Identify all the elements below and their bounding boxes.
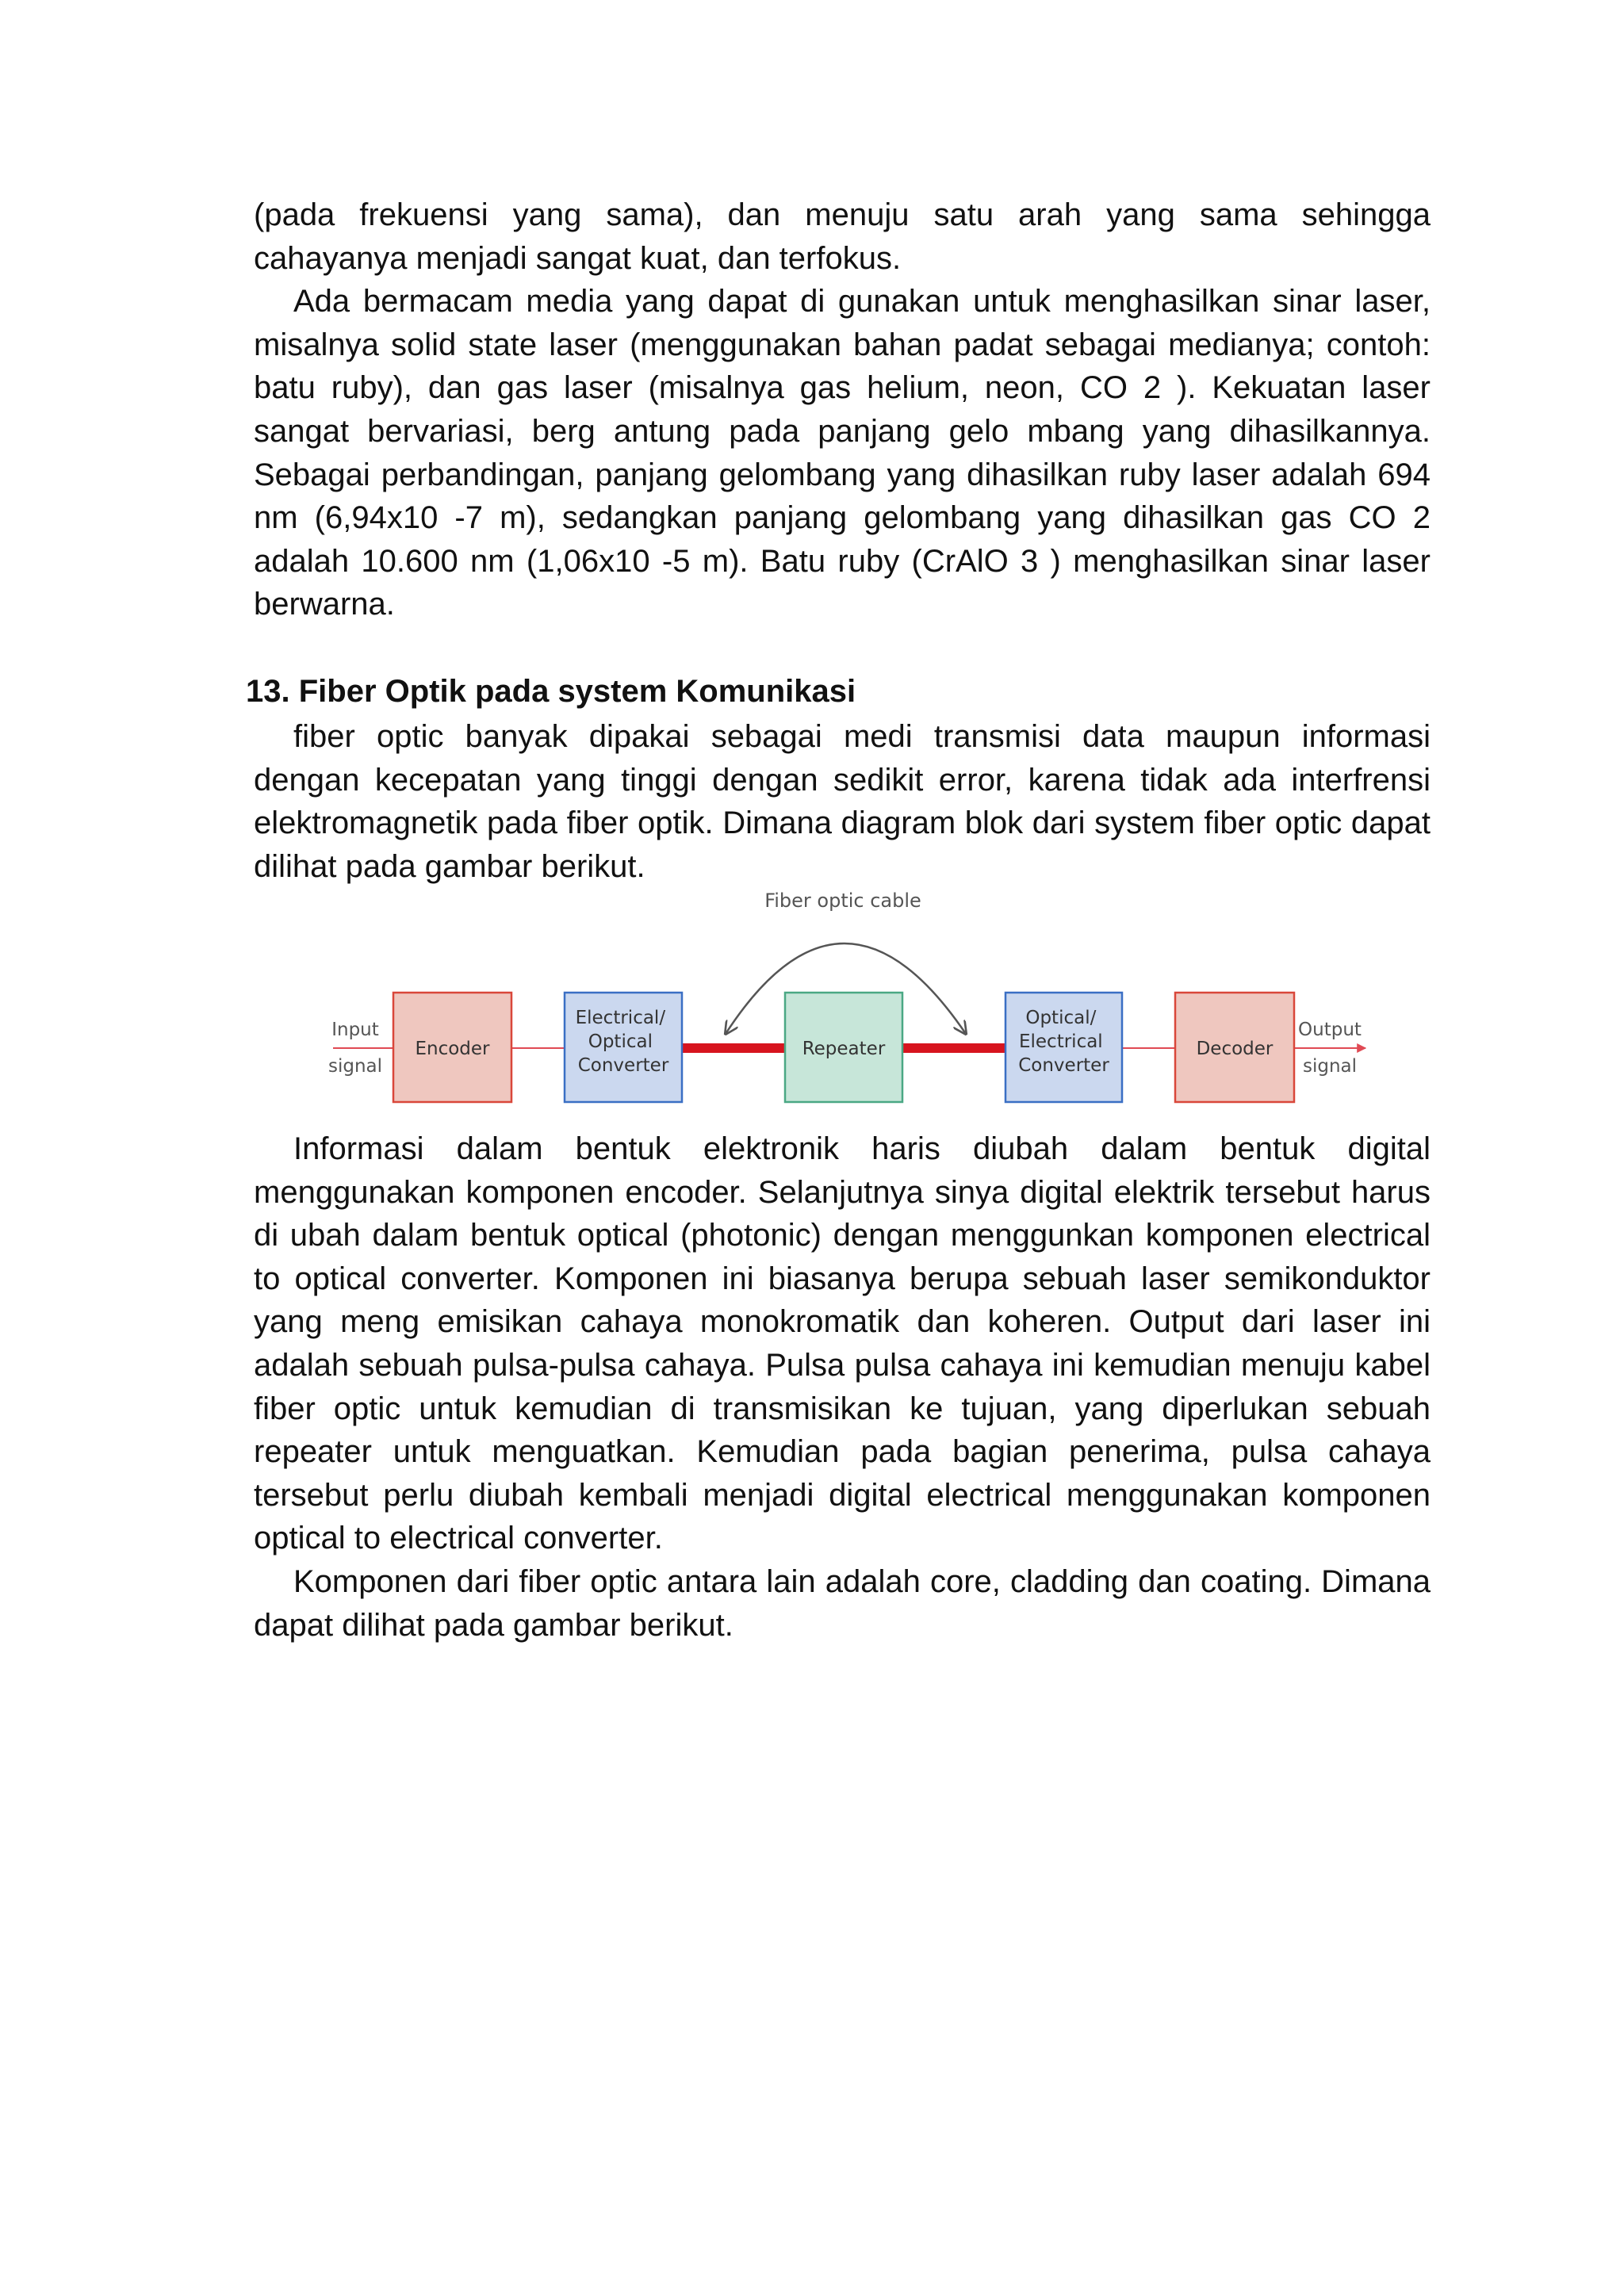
e-o-converter-label <box>576 1008 672 1076</box>
input-label <box>331 1020 379 1040</box>
intro-paragraph-1: (pada frekuensi yang sama), dan menuju satu arah yang sama sehingga cahayanya menjadi sangat kuat, dan terfokus. <box>254 197 1431 276</box>
input-label-line-2: signal <box>327 1056 383 1077</box>
output-label-line-1: Output <box>1298 1020 1362 1040</box>
section-text <box>254 715 1431 888</box>
output-label-2 <box>1303 1056 1357 1077</box>
e-o-converter-line-2: Optical <box>588 1031 653 1052</box>
section-heading: 13. Fiber Optik pada system Komunikasi <box>246 674 856 709</box>
output-label-line-2: signal <box>1302 1056 1358 1077</box>
repeater-label <box>802 1039 886 1059</box>
encoder-label <box>415 1039 490 1059</box>
encoder-label-line-1: Encoder <box>415 1039 490 1059</box>
o-e-converter-line-1: Optical/ <box>1025 1008 1097 1028</box>
o-e-converter-line-2: Electrical <box>1018 1031 1103 1052</box>
cable-label: Fiber optic cable <box>764 890 921 912</box>
closing-paragraph-2: Komponen dari fiber optic antara lain adalah core, cladding dan coating. Dimana dapat dilihat pada gambar berikut. <box>254 1563 1431 1643</box>
repeater-label-line-1: Repeater <box>802 1039 886 1059</box>
decoder-label-line-1: Decoder <box>1196 1039 1274 1059</box>
fiber-optic-block-diagram <box>317 885 1380 1115</box>
e-o-converter-line-3: Converter <box>577 1055 669 1076</box>
e-o-converter-line-1: Electrical/ <box>575 1008 666 1028</box>
section-paragraph-1: fiber optic banyak dipakai sebagai medi transmisi data maupun informasi dengan kecepatan yang tinggi dengan sedikit error, karena tidak ada interfrensi elektromagnetik pada fiber optik. Dimana diagram blok dari system fiber optic dapat dilihat pada gambar berikut. <box>254 719 1431 884</box>
output-label <box>1298 1020 1362 1040</box>
input-label-2 <box>328 1056 382 1077</box>
closing-text <box>254 1127 1431 1647</box>
intro-paragraph-2: Ada bermacam media yang dapat di gunakan untuk menghasilkan sinar laser, misalnya solid state laser (menggunakan bahan padat sebagai medianya; contoh: batu ruby), dan gas laser (misalnya gas helium, neon, CO 2 ). Kekuatan laser sangat bervariasi, berg antung pada panjang gelo mbang yang dihasilkannya. Sebagai perbandingan, panjang gelombang yang dihasilkan ruby laser adalah 694 nm (6,94x10 -7 m), sedangkan panjang gelombang yang dihasilkan gas CO 2 adalah 10.600 nm (1,06x10 -5 m). Batu ruby (CrAlO 3 ) menghasilkan sinar laser berwarna. <box>254 284 1431 622</box>
decoder-label <box>1197 1039 1274 1059</box>
o-e-converter-label <box>1018 1008 1109 1076</box>
input-label-line-1: Input <box>331 1020 379 1040</box>
intro-text <box>254 193 1431 626</box>
closing-paragraph-1: Informasi dalam bentuk elektronik haris diubah dalam bentuk digital menggunakan komponen encoder. Selanjutnya sinya digital elektrik tersebut harus di ubah dalam bentuk optical (photonic) dengan menggunkan komponen electrical to optical converter. Komponen ini biasanya berupa sebuah laser semikonduktor yang meng emisikan cahaya monokromatik dan koheren. Output dari laser ini adalah sebuah pulsa-pulsa cahaya. Pulsa pulsa cahaya ini kemudian menuju kabel fiber optic untuk kemudian di transmisikan ke tujuan, yang diperlukan sebuah repeater untuk menguatkan. Kemudian pada bagian penerima, pulsa cahaya tersebut perlu diubah kembali menjadi digital electrical menggunakan komponen optical to electrical converter. <box>254 1131 1431 1556</box>
o-e-converter-line-3: Converter <box>1018 1055 1109 1076</box>
